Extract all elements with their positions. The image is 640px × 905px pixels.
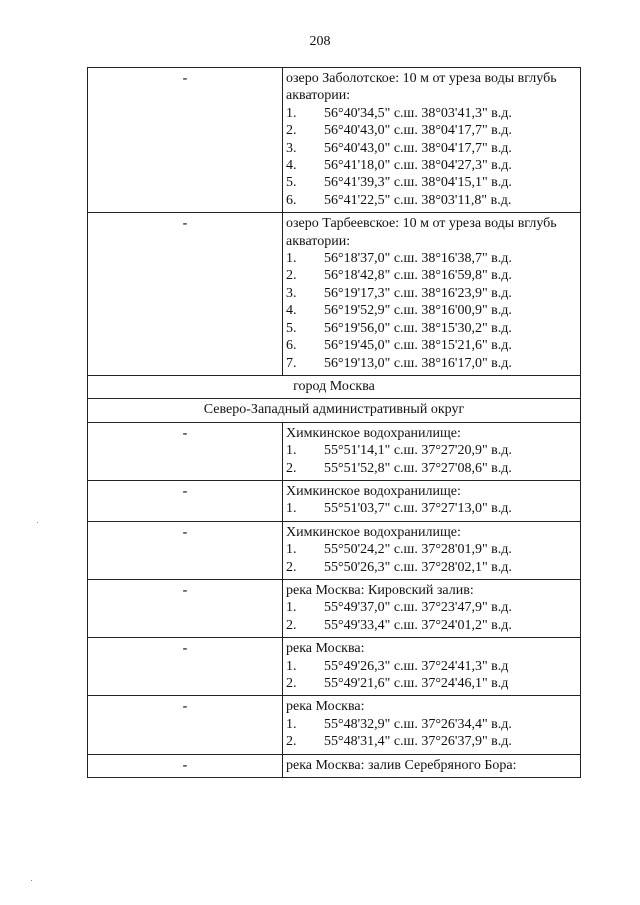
point-coordinates: 55°51'52,8" с.ш. 37°27'08,6" в.д. (324, 460, 512, 476)
point-coordinates: 55°49'26,3" с.ш. 37°24'41,3" в.д (324, 658, 509, 674)
point-coordinates: 55°50'24,2" с.ш. 37°28'01,9" в.д. (324, 542, 512, 558)
coordinate-line (286, 174, 577, 191)
coordinate-line (286, 599, 577, 616)
table-row (88, 521, 581, 579)
point-coordinates: 56°40'34,5" с.ш. 38°03'41,3" в.д. (324, 105, 512, 121)
location-title: река Москва: (286, 641, 365, 657)
point-number: 2. (286, 460, 297, 476)
section-heading: Северо-Западный административный округ (88, 399, 581, 422)
coordinate-line (286, 250, 577, 267)
row-marker: - (88, 638, 283, 696)
point-number: 1. (286, 251, 297, 267)
location-description (283, 696, 581, 754)
point-coordinates: 55°48'32,9" с.ш. 37°26'34,4" в.д. (324, 716, 512, 732)
point-number: 1. (286, 105, 297, 121)
coordinate-line (286, 267, 577, 284)
location-description (283, 213, 581, 376)
location-title: озеро Заболотское: 10 м от уреза воды вглубь акватории: (286, 71, 557, 104)
row-marker: - (88, 422, 283, 480)
row-marker: - (88, 68, 283, 213)
point-coordinates: 55°51'03,7" с.ш. 37°27'13,0" в.д. (324, 501, 512, 517)
table-row (88, 213, 581, 376)
point-number: 5. (286, 320, 297, 336)
page-number: 208 (309, 34, 331, 49)
coordinate-line (286, 500, 577, 517)
point-number: 2. (286, 123, 297, 139)
point-number: 1. (286, 600, 297, 616)
coordinate-line (286, 302, 577, 319)
point-number: 6. (286, 338, 297, 354)
location-description (283, 68, 581, 213)
point-coordinates: 56°40'43,0" с.ш. 38°04'17,7" в.д. (324, 140, 512, 156)
coordinate-line (286, 122, 577, 139)
row-marker: - (88, 696, 283, 754)
coordinate-line (286, 658, 577, 675)
location-description (283, 480, 581, 521)
coordinate-line (286, 460, 577, 477)
point-coordinates: 56°40'43,0" с.ш. 38°04'17,7" в.д. (324, 123, 512, 139)
point-coordinates: 56°19'45,0" с.ш. 38°15'21,6" в.д. (324, 338, 512, 354)
point-number: 2. (286, 734, 297, 750)
point-number: 2. (286, 617, 297, 633)
point-number: 1. (286, 501, 297, 517)
coordinate-line (286, 105, 577, 122)
point-coordinates: 56°41'18,0" с.ш. 38°04'27,3" в.д. (324, 158, 512, 174)
coordinate-line (286, 541, 577, 558)
point-coordinates: 55°50'26,3" с.ш. 37°28'02,1" в.д. (324, 559, 512, 575)
row-marker: - (88, 480, 283, 521)
point-coordinates: 56°18'42,8" с.ш. 38°16'59,8" в.д. (324, 268, 512, 284)
point-coordinates: 56°18'37,0" с.ш. 38°16'38,7" в.д. (324, 251, 512, 267)
point-number: 2. (286, 559, 297, 575)
row-marker: - (88, 754, 283, 777)
section-heading-row (88, 399, 581, 422)
location-title: Химкинское водохранилище: (286, 483, 461, 499)
table-row (88, 422, 581, 480)
point-number: 3. (286, 140, 297, 156)
point-number: 2. (286, 676, 297, 691)
coordinate-line (286, 157, 577, 174)
point-number: 4. (286, 303, 297, 319)
coordinate-line (286, 337, 577, 354)
coordinate-line (286, 285, 577, 302)
coordinates-table (87, 67, 581, 778)
table-row (88, 696, 581, 754)
coordinate-line (286, 355, 577, 372)
point-coordinates: 56°19'56,0" с.ш. 38°15'30,2" в.д. (324, 320, 512, 336)
location-description (283, 521, 581, 579)
location-description (283, 638, 581, 696)
location-title: озеро Тарбеевское: 10 м от уреза воды вглубь акватории: (286, 216, 557, 249)
location-title: Химкинское водохранилище: (286, 425, 461, 441)
point-coordinates: 55°49'37,0" с.ш. 37°23'47,9" в.д. (324, 600, 512, 616)
coordinate-line (286, 442, 577, 459)
point-number: 2. (286, 268, 297, 284)
point-coordinates: 56°19'52,9" с.ш. 38°16'00,9" в.д. (324, 303, 512, 319)
section-heading-row (88, 375, 581, 398)
coordinate-line (286, 320, 577, 337)
scan-speck (31, 880, 32, 881)
coordinate-line (286, 140, 577, 157)
coordinate-line (286, 733, 577, 750)
table-row (88, 68, 581, 213)
table-row (88, 754, 581, 777)
table-row (88, 579, 581, 637)
point-coordinates: 56°41'22,5" с.ш. 38°03'11,8" в.д. (324, 192, 512, 208)
point-number: 1. (286, 658, 297, 674)
row-marker: - (88, 521, 283, 579)
point-number: 4. (286, 158, 297, 174)
coordinate-line (286, 559, 577, 576)
point-coordinates: 56°19'17,3" с.ш. 38°16'23,9" в.д. (324, 285, 512, 301)
table-row (88, 638, 581, 696)
point-coordinates: 55°49'33,4" с.ш. 37°24'01,2" в.д. (324, 617, 512, 633)
table-row (88, 480, 581, 521)
location-title: река Москва: (286, 699, 365, 715)
point-number: 3. (286, 285, 297, 301)
coordinate-line (286, 617, 577, 634)
point-coordinates: 56°19'13,0" с.ш. 38°16'17,0" в.д. (324, 355, 512, 371)
coordinates-table-body (88, 68, 581, 778)
row-marker: - (88, 213, 283, 376)
point-number: 6. (286, 192, 297, 208)
location-description (283, 579, 581, 637)
location-description (283, 422, 581, 480)
point-coordinates: 55°48'31,4" с.ш. 37°26'37,9" в.д. (324, 734, 512, 750)
point-number: 1. (286, 443, 297, 459)
point-number: 5. (286, 175, 297, 191)
point-number: 7. (286, 355, 297, 371)
section-heading: город Москва (88, 375, 581, 398)
coordinate-line (286, 192, 577, 209)
row-marker: - (88, 579, 283, 637)
coordinate-line (286, 675, 577, 692)
location-title: река Москва: Кировский залив: (286, 582, 474, 598)
location-title: река Москва: залив Серебряного Бора: (286, 757, 517, 773)
point-coordinates: 55°49'21,6" с.ш. 37°24'46,1" в.д (324, 676, 509, 691)
location-title: Химкинское водохранилище: (286, 524, 461, 540)
point-number: 1. (286, 716, 297, 732)
coordinate-line (286, 716, 577, 733)
point-number: 1. (286, 542, 297, 558)
point-coordinates: 56°41'39,3" с.ш. 38°04'15,1" в.д. (324, 175, 512, 191)
location-description (283, 754, 581, 777)
scan-speck (37, 522, 38, 523)
point-coordinates: 55°51'14,1" с.ш. 37°27'20,9" в.д. (324, 443, 512, 459)
